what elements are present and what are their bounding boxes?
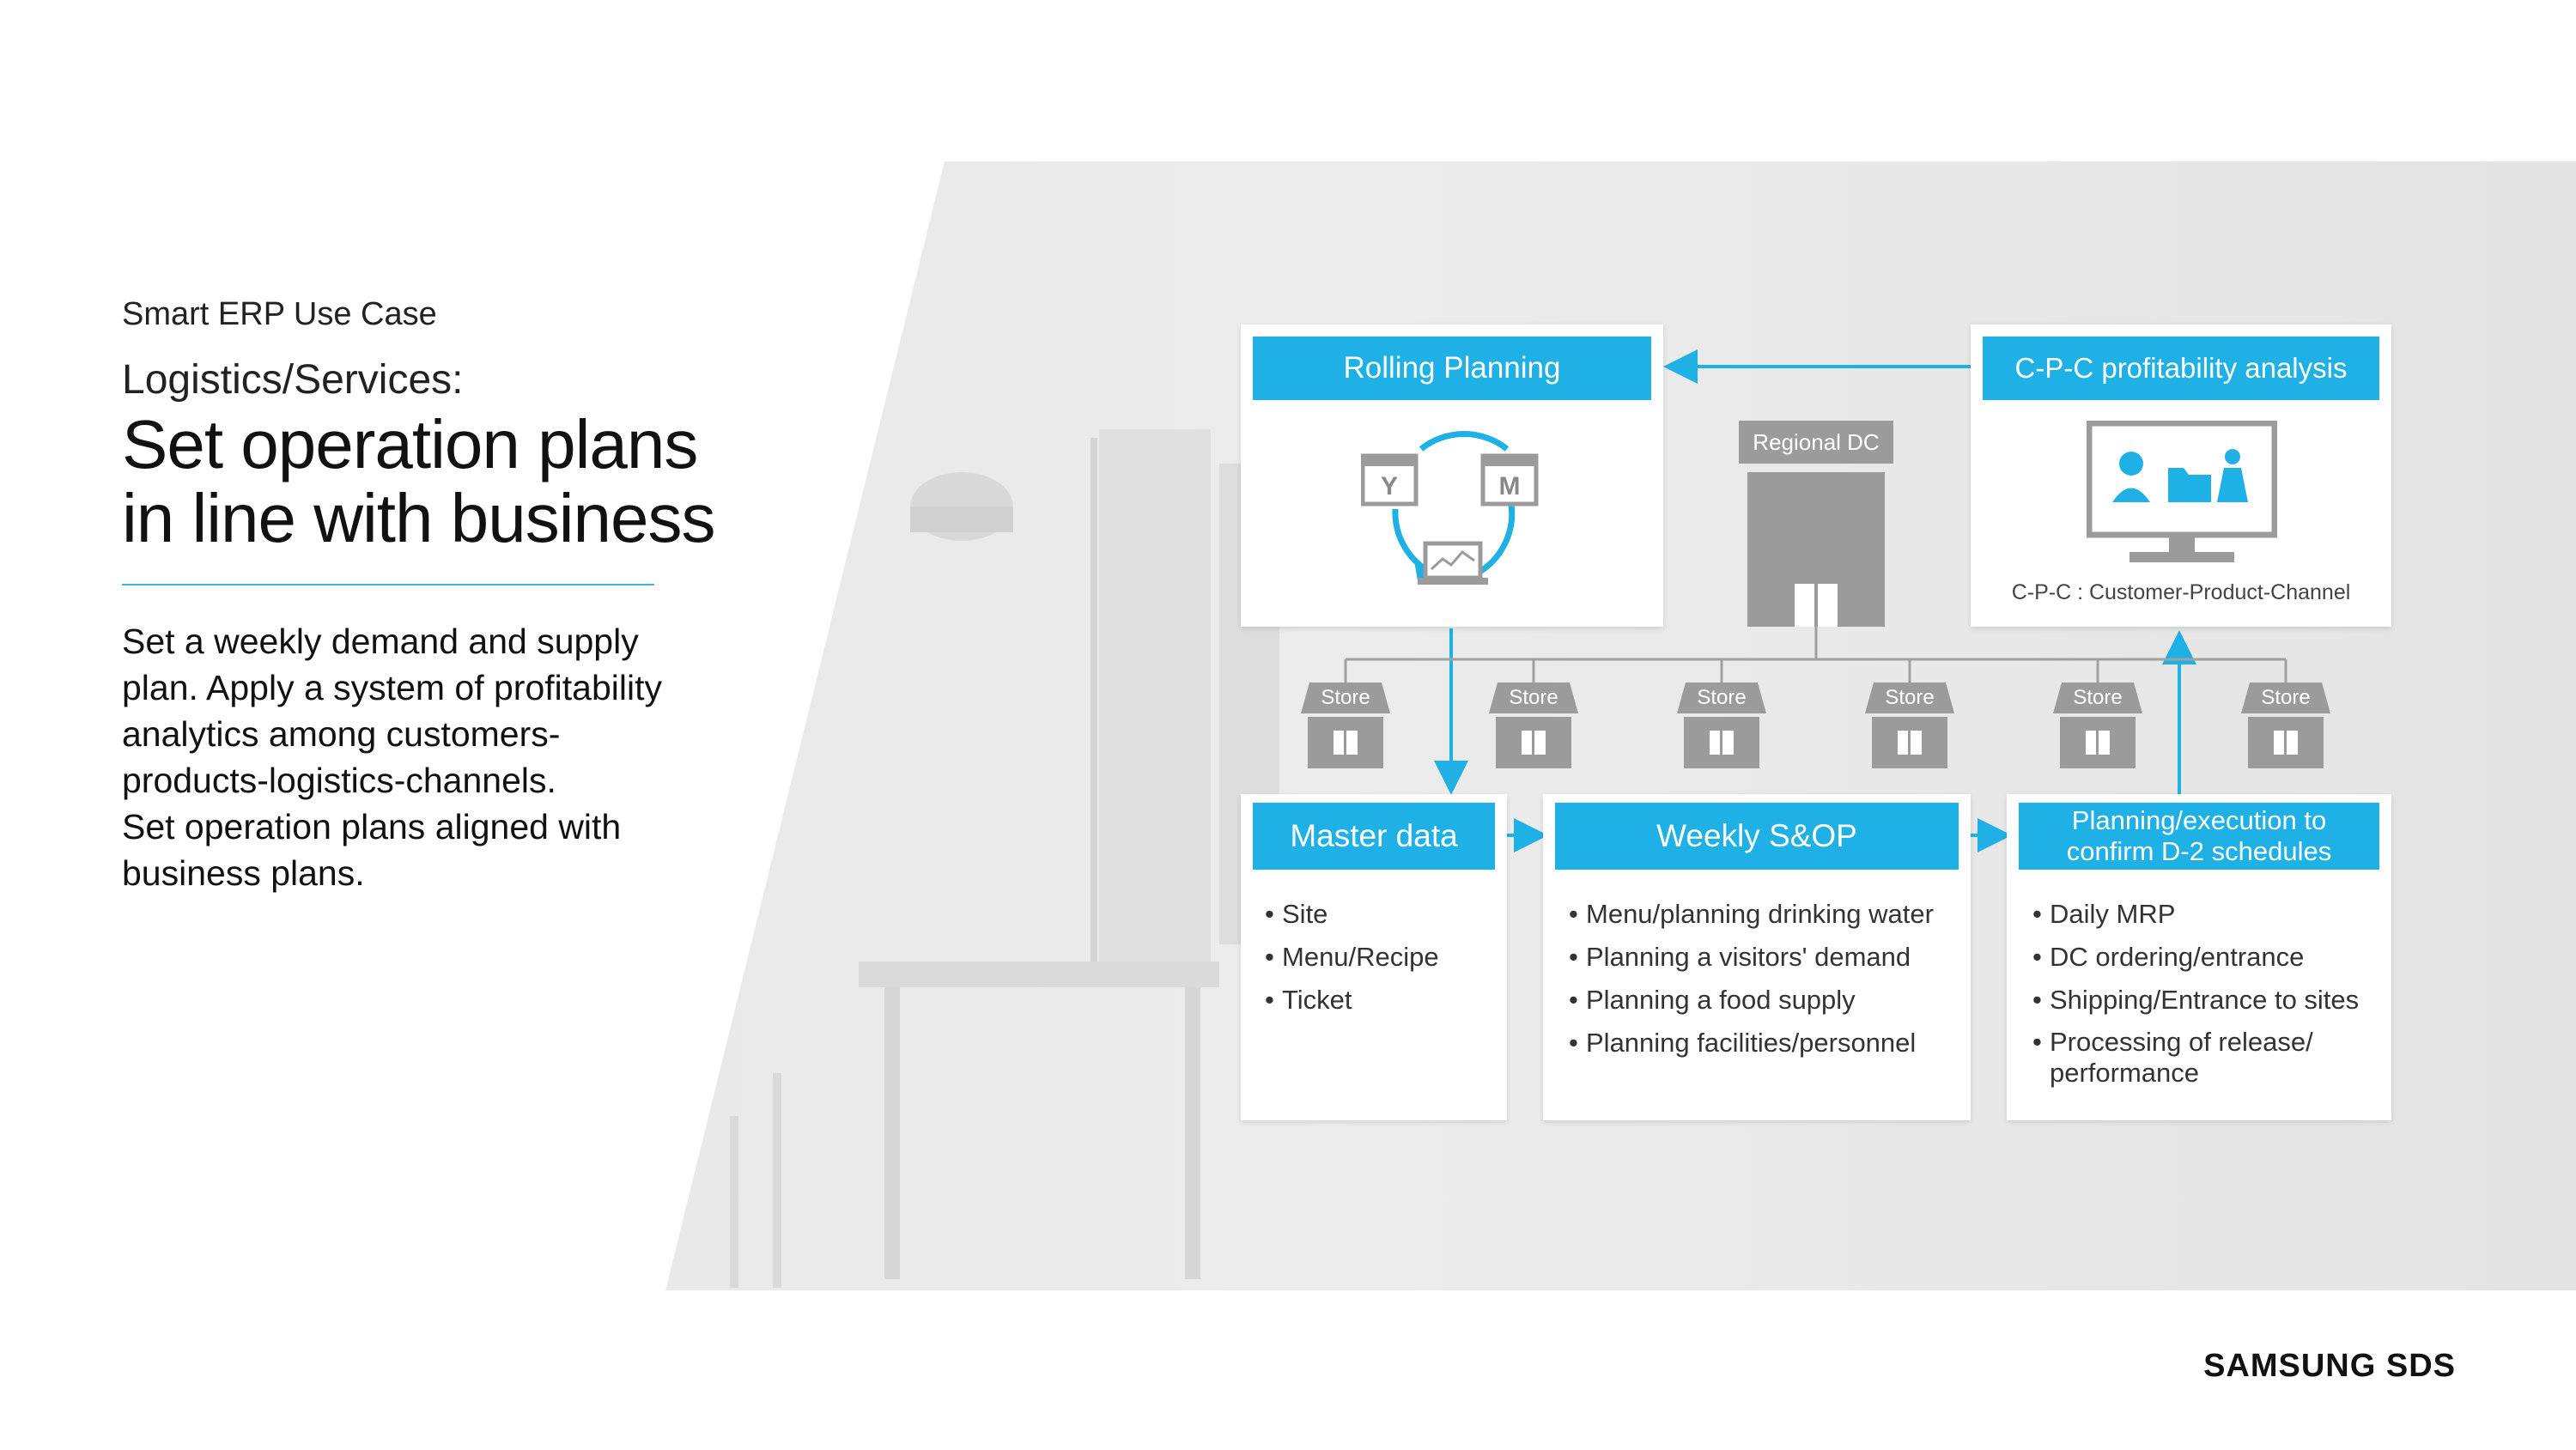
- master-data-list: [1265, 893, 1439, 1022]
- planning-execution-card: [2007, 794, 2391, 1120]
- regional-dc-label: Regional DC: [1739, 421, 1893, 464]
- store-icon: [1677, 683, 1766, 772]
- store-icon: [1489, 683, 1578, 772]
- building-icon: [1747, 472, 1885, 627]
- subtitle: Logistics/Services:: [122, 357, 464, 403]
- master-data-title: Master data: [1290, 818, 1458, 853]
- eyebrow-label: Smart ERP Use Case: [122, 296, 437, 332]
- weekly-sop-list: [1569, 893, 1934, 1065]
- month-calendar-letter: M: [1498, 472, 1521, 501]
- cpc-caption: C-P-C : Customer-Product-Channel: [2011, 580, 2351, 604]
- planning-cycle-icon: [1361, 423, 1550, 595]
- description-line: Set a weekly demand and supply: [122, 622, 639, 661]
- rolling-planning-header: [1253, 337, 1651, 400]
- description-line: business plans.: [122, 853, 365, 893]
- store-label: Store: [1509, 686, 1558, 709]
- store-label: Store: [2073, 686, 2123, 709]
- list-item: • DC ordering/entrance: [2032, 936, 2376, 979]
- list-item: • Planning facilities/personnel: [1569, 1022, 1934, 1065]
- list-item: • Planning a food supply: [1569, 979, 1934, 1022]
- description-line: analytics among customers-: [122, 714, 561, 754]
- year-calendar-letter: Y: [1380, 472, 1398, 501]
- list-item: • Ticket: [1265, 979, 1439, 1022]
- list-item: • Shipping/Entrance to sites: [2032, 979, 2376, 1022]
- store-label: Store: [2261, 686, 2311, 709]
- master-data-header: [1253, 803, 1495, 870]
- description-line: plan. Apply a system of profitability: [122, 668, 662, 707]
- list-item: • Planning a visitors' demand: [1569, 936, 1934, 979]
- store-label: Store: [1697, 686, 1747, 709]
- weekly-sop-title: Weekly S&OP: [1656, 818, 1857, 853]
- store-label: Store: [1885, 686, 1935, 709]
- planning-execution-title-line: confirm D-2 schedules: [2066, 836, 2332, 866]
- rolling-planning-card: [1241, 325, 1663, 627]
- planning-execution-title-line: Planning/execution to: [2071, 805, 2327, 835]
- store-icon: [2053, 683, 2142, 772]
- title-line: in line with business: [122, 480, 715, 556]
- monitor-icon: [2087, 421, 2277, 567]
- rolling-planning-title: Rolling Planning: [1343, 351, 1561, 385]
- list-item: • Processing of release/ performance: [2032, 1027, 2359, 1089]
- list-item: • Menu/planning drinking water: [1569, 893, 1934, 936]
- cpc-header: [1983, 337, 2379, 400]
- master-data-card: [1241, 794, 1507, 1120]
- description-line: Set operation plans aligned with: [122, 807, 622, 846]
- list-item: • Site: [1265, 893, 1439, 936]
- regional-dc: [1739, 421, 1893, 627]
- store-icon: [2241, 683, 2330, 772]
- list-item: • Daily MRP: [2032, 893, 2376, 936]
- list-item: • Menu/Recipe: [1265, 936, 1439, 979]
- store-icon: [1865, 683, 1954, 772]
- cpc-card: [1971, 325, 2391, 627]
- description-line: products-logistics-channels.: [122, 761, 556, 800]
- weekly-sop-header: [1555, 803, 1959, 870]
- planning-execution-list: [2032, 893, 2376, 1089]
- store-icon: [1301, 683, 1390, 772]
- store-label: Store: [1321, 686, 1370, 709]
- planning-execution-header: [2019, 803, 2379, 870]
- cpc-title: C-P-C profitability analysis: [2014, 352, 2348, 384]
- title-line: Set operation plans: [122, 406, 698, 482]
- weekly-sop-card: [1543, 794, 1971, 1120]
- samsung-sds-logo: SAMSUNG SDS: [2203, 1348, 2456, 1384]
